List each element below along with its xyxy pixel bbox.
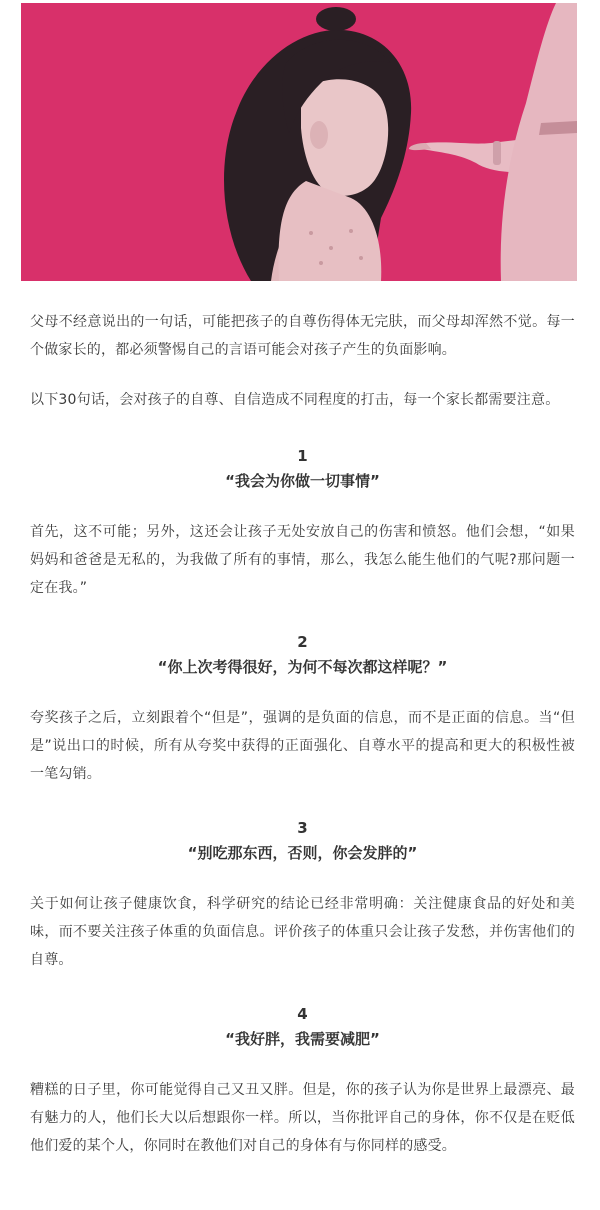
tip-section-4 xyxy=(30,1002,575,1160)
hero-image xyxy=(21,3,577,281)
tip-quote: “我好胖，我需要减肥” xyxy=(225,1030,380,1048)
tip-number: 2 xyxy=(297,633,308,651)
tip-text: 关于如何让孩子健康饮食，科学研究的结论已经非常明确：关注健康食品的好处和美味，而不要关注孩子体重的负面信息。评价孩子的体重只会让孩子发愁，并伤害他们的自尊。 xyxy=(30,896,575,968)
tip-text: 首先，这不可能；另外，这还会让孩子无处安放自己的伤害和愤怒。他们会想，“如果妈妈和爸爸是无私的，为我做了所有的事情，那么，我怎么能生他们的气呢?那问题一定在我。” xyxy=(30,524,575,596)
tip-number: 1 xyxy=(297,447,308,465)
tip-number: 4 xyxy=(297,1005,308,1023)
intro-paragraph-2: 以下30句话，会对孩子的自尊、自信造成不同程度的打击，每一个家长都需要注意。 xyxy=(30,392,560,408)
tip-quote: “别吃那东西，否则，你会发胖的” xyxy=(187,844,418,862)
tip-quote: “你上次考得很好，为何不每次都这样呢？” xyxy=(157,658,448,676)
tip-quote: “我会为你做一切事情” xyxy=(225,472,380,490)
tip-section-1 xyxy=(30,444,575,602)
girl-scolded-illustration xyxy=(21,3,577,281)
tip-section-3 xyxy=(30,816,575,974)
tip-text: 夸奖孩子之后，立刻跟着个“但是”，强调的是负面的信息，而不是正面的信息。当“但是”说出口的时候，所有从夸奖中获得的正面强化、自尊水平的提高和更大的积极性被一笔勾销。 xyxy=(30,710,575,782)
tip-section-2 xyxy=(30,630,575,788)
tip-text: 糟糕的日子里，你可能觉得自己又丑又胖。但是，你的孩子认为你是世界上最漂亮、最有魅力的人，他们长大以后想跟你一样。所以，当你批评自己的身体，你不仅是在贬低他们爱的某个人，你同时在教他们对自己的身体有与你同样的感受。 xyxy=(30,1082,575,1154)
article-body xyxy=(30,308,575,1160)
tip-number: 3 xyxy=(297,819,308,837)
intro-paragraph-1: 父母不经意说出的一句话，可能把孩子的自尊伤得体无完肤，而父母却浑然不觉。每一个做家长的，都必须警惕自己的言语可能会对孩子产生的负面影响。 xyxy=(30,314,575,358)
